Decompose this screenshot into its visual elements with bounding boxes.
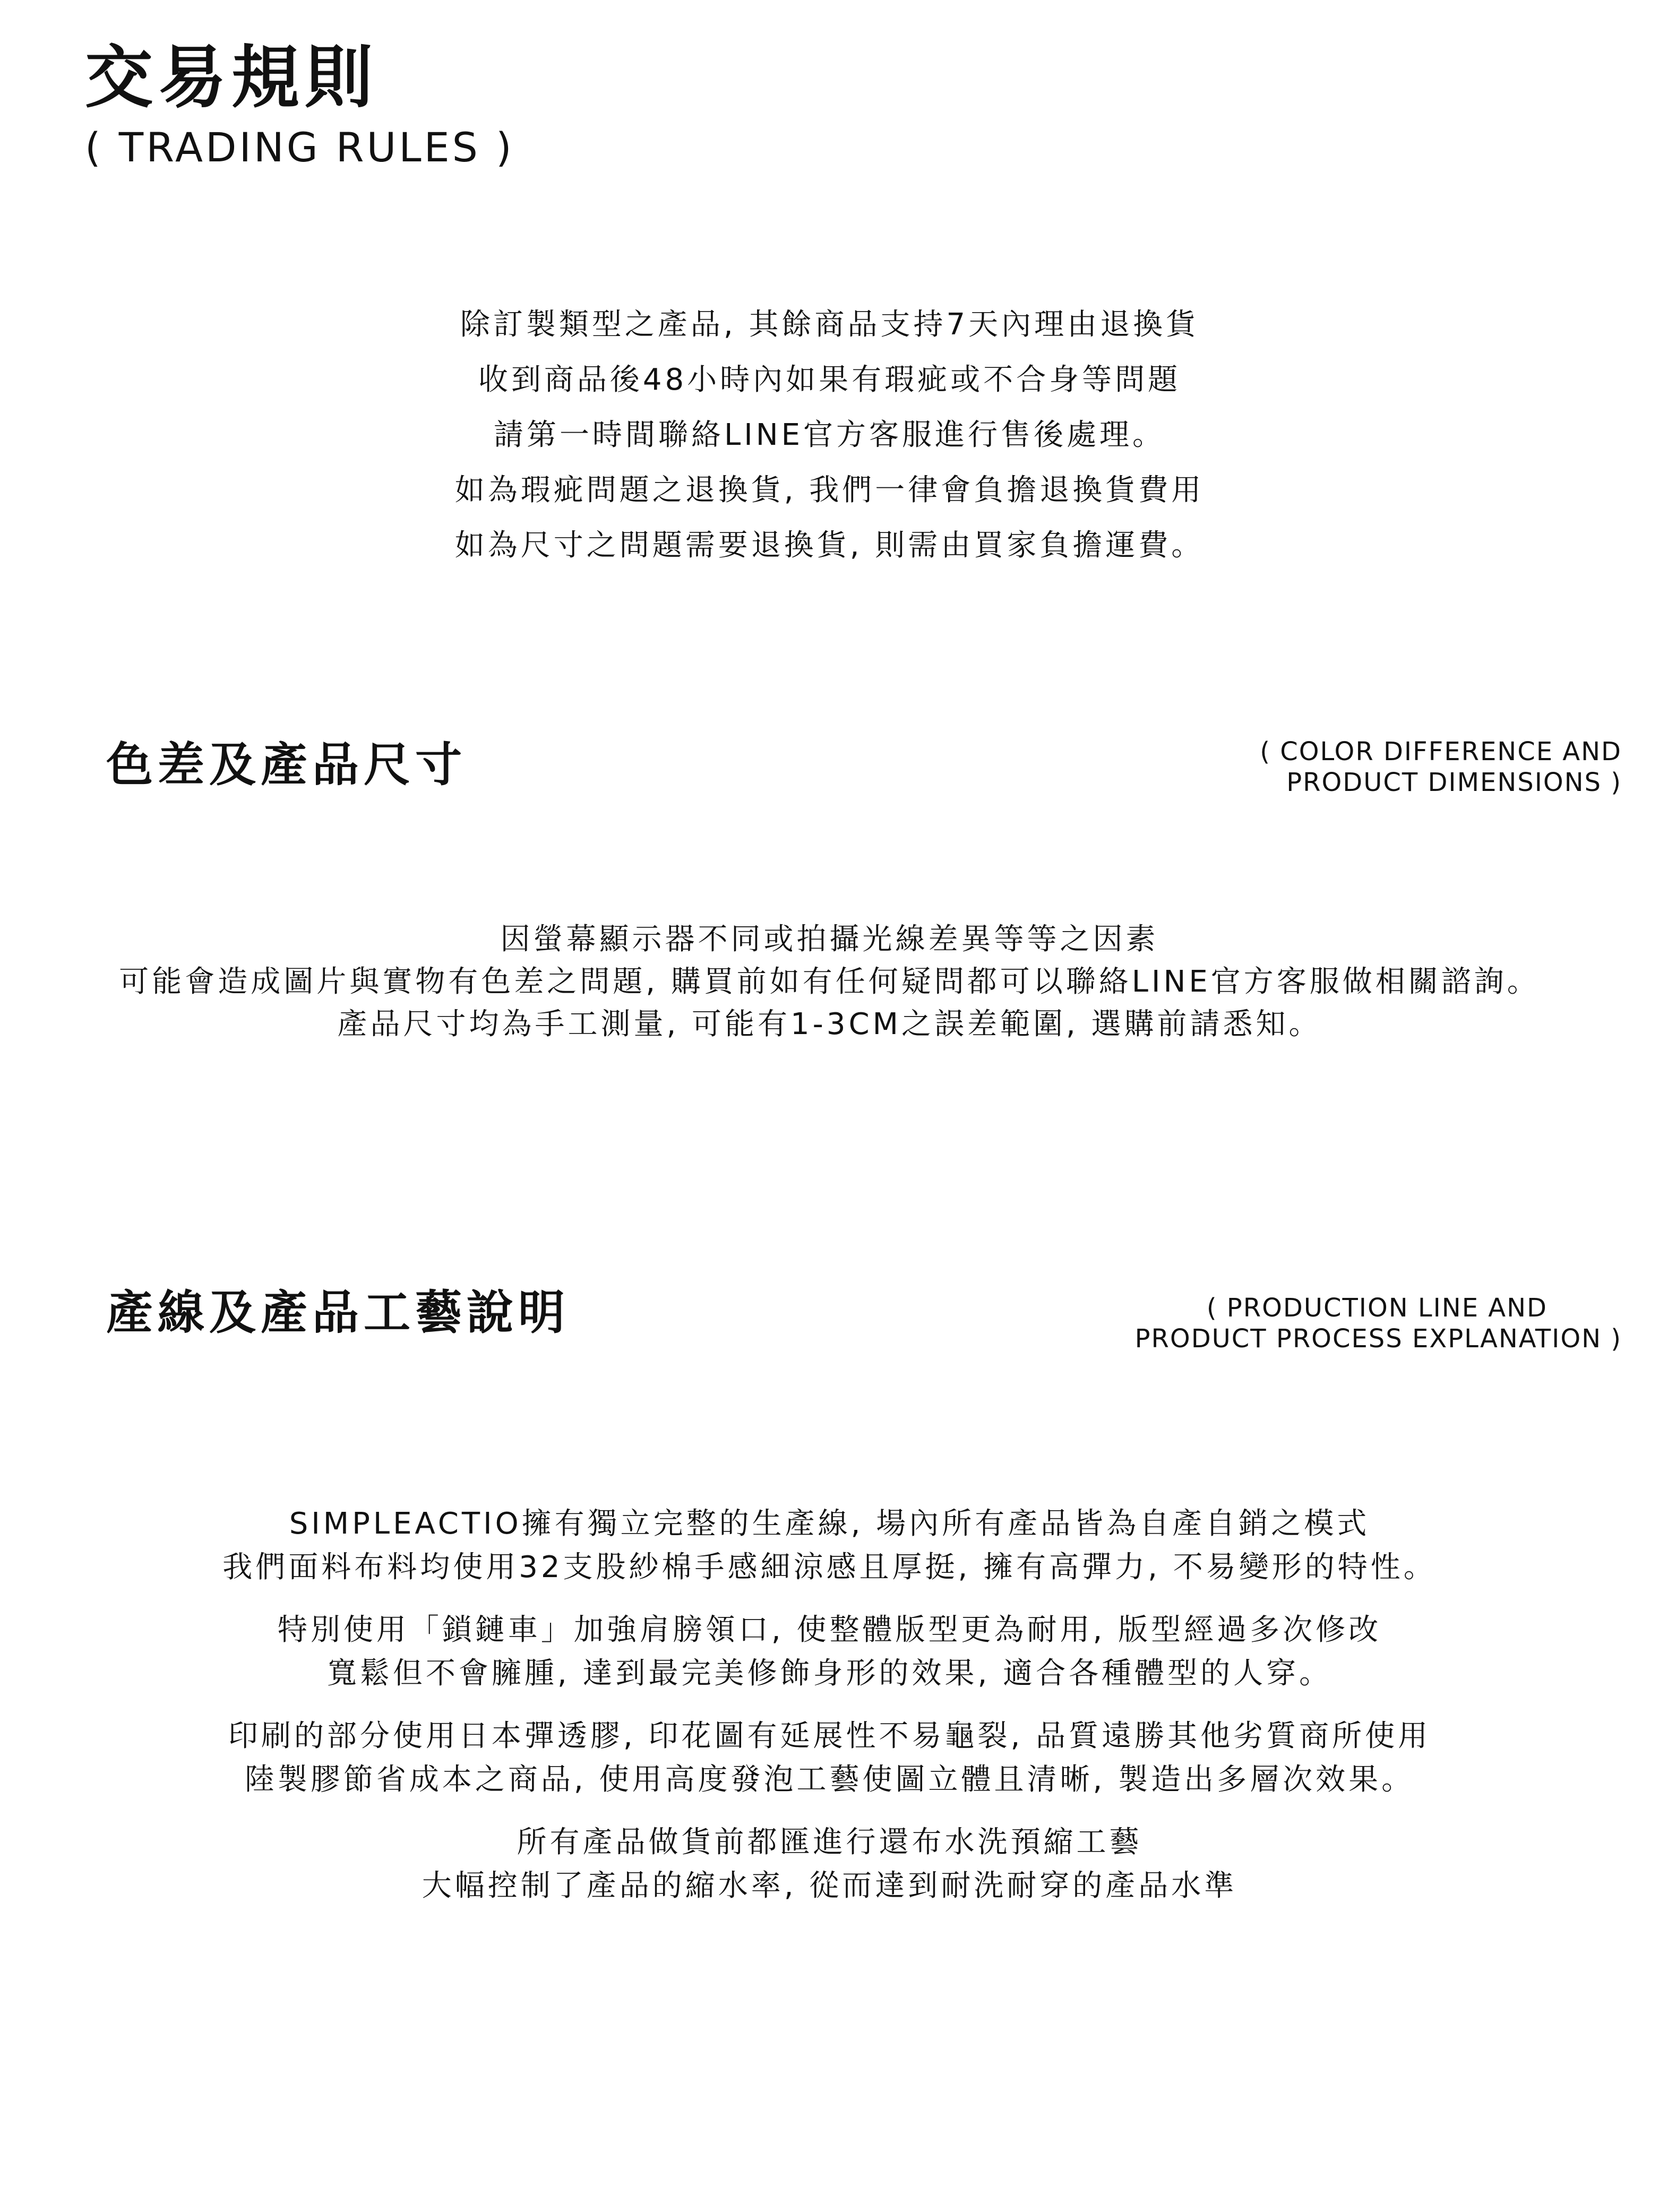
production-section-subtitle-line: ( PRODUCTION LINE AND <box>1206 1293 1548 1323</box>
production-section-line: SIMPLEACTIO擁有獨立完整的生產線, 場內所有產品皆為自產自銷之模式 <box>289 1507 1370 1541</box>
color-section-line: 產品尺寸均為手工測量, 可能有1-3CM之誤差範圍, 選購前請悉知。 <box>337 1007 1322 1042</box>
production-section-line: 大幅控制了產品的縮水率, 從而達到耐洗耐穿的產品水準 <box>422 1869 1237 1903</box>
color-section-line: 可能會造成圖片與實物有色差之問題, 購買前如有任何疑問都可以聯絡LINE官方客服做相關諮詢。 <box>119 965 1540 999</box>
color-section-body <box>0 918 1659 1046</box>
production-section-title: 產線及產品工藝說明 <box>106 1285 570 1340</box>
production-section-line: 陸製膠節省成本之商品, 使用高度發泡工藝使圖立體且清晰, 製造出多層次效果。 <box>244 1762 1415 1797</box>
color-section-title: 色差及產品尺寸 <box>106 737 467 792</box>
production-section-subtitle-line: PRODUCT PROCESS EXPLANATION ) <box>1134 1323 1622 1354</box>
color-section-line: 因螢幕顯示器不同或拍攝光線差異等等之因素 <box>500 922 1159 957</box>
page-subtitle: ( TRADING RULES ) <box>85 124 514 171</box>
production-section-line: 印刷的部分使用日本彈透膠, 印花圖有延展性不易龜裂, 品質遠勝其他劣質商所使用 <box>228 1719 1431 1753</box>
trading-rules-line: 請第一時間聯絡LINE官方客服進行售後處理。 <box>494 418 1165 452</box>
trading-rules-body <box>0 297 1659 573</box>
production-section-body <box>0 1502 1659 1908</box>
color-section-subtitle-line: ( COLOR DIFFERENCE AND <box>1260 737 1622 767</box>
color-section-subtitle-line: PRODUCT DIMENSIONS ) <box>1286 767 1622 797</box>
trading-rules-line: 除訂製類型之產品, 其餘商品支持7天內理由退換貨 <box>460 307 1199 342</box>
production-section-line: 特別使用「鎖鏈車」加強肩膀領口, 使整體版型更為耐用, 版型經過多次修改 <box>277 1613 1382 1647</box>
trading-rules-line: 如為尺寸之問題需要退換貨, 則需由買家負擔運費。 <box>454 528 1205 563</box>
production-section-line: 我們面料布料均使用32支股紗棉手感細涼感且厚挺, 擁有高彈力, 不易變形的特性。 <box>222 1550 1437 1585</box>
trading-rules-line: 如為瑕疵問題之退換貨, 我們一律會負擔退換貨費用 <box>454 473 1205 507</box>
production-section-line: 所有產品做貨前都匯進行還布水洗預縮工藝 <box>517 1825 1142 1860</box>
color-section-subtitle <box>985 737 1622 798</box>
production-section-line: 寬鬆但不會臃腫, 達到最完美修飾身形的效果, 適合各種體型的人穿。 <box>326 1656 1333 1691</box>
page-title: 交易規則 <box>85 38 379 117</box>
trading-rules-line: 收到商品後48小時內如果有瑕疵或不合身等問題 <box>478 363 1181 397</box>
production-section-subtitle <box>985 1293 1622 1354</box>
